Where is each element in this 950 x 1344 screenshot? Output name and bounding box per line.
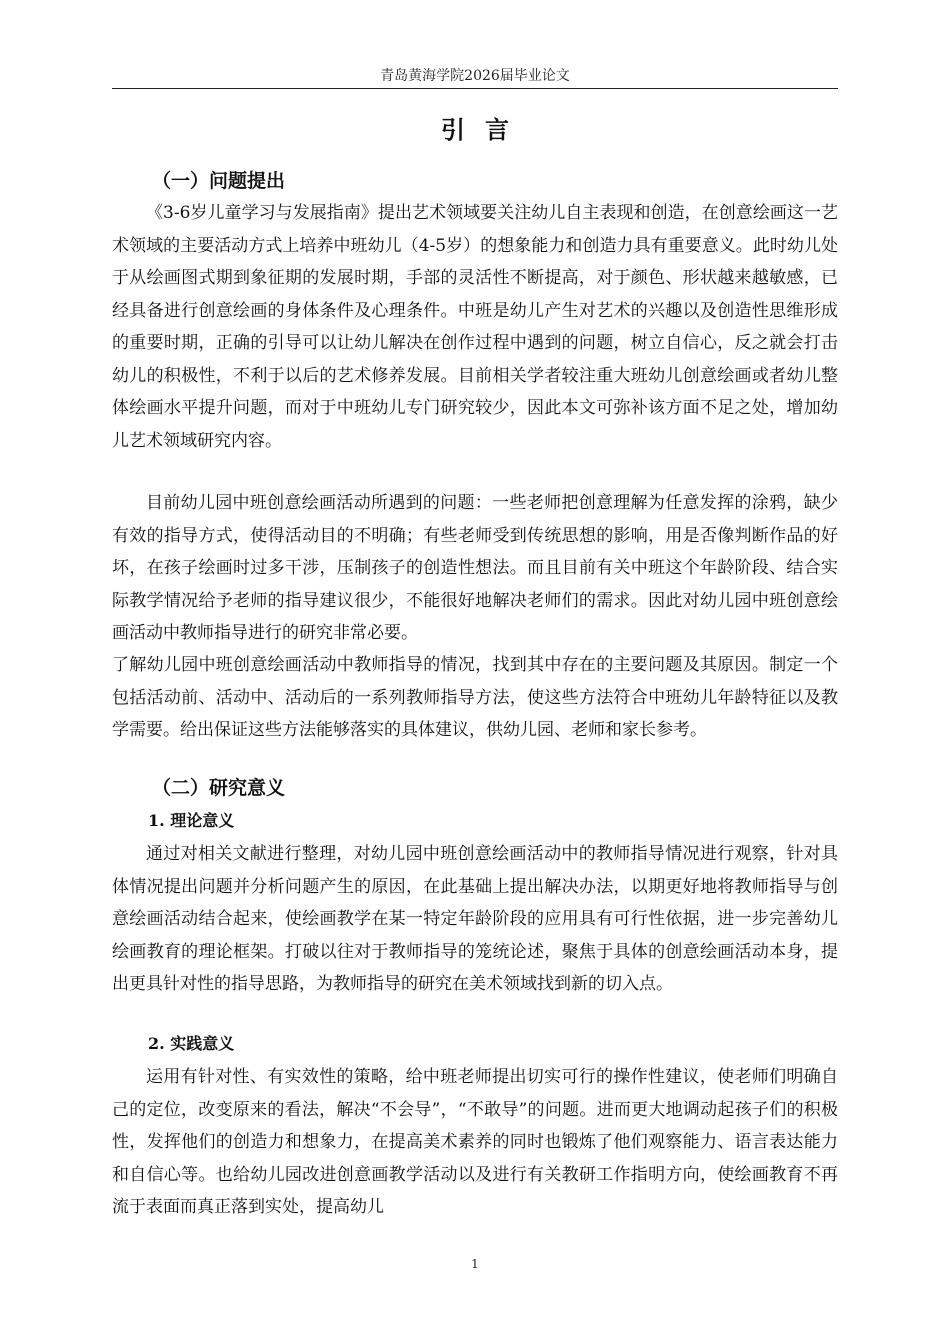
section-heading-problem	[112, 166, 838, 196]
subsection-heading-theory	[112, 808, 838, 834]
paragraph-theory: 通过对相关文献进行整理，对幼儿园中班创意绘画活动中的教师指导情况进行观察，针对具体情况提出问题并分析问题产生的原因，在此基础上提出解决办法，以期更好地将教师指导与创意绘画活动结合起来，使绘画教学在某一特定年龄阶段的应用具有可行性依据，进一步完善幼儿绘画教育的理论框架。打破以往对于教师指导的笼统论述，聚焦于具体的创意绘画活动本身，提出更具针对性的指导思路，为教师指导的研究在美术领域找到新的切入点。	[112, 844, 838, 994]
running-header: 青岛黄海学院2026届毕业论文	[380, 68, 570, 84]
page-number: 1	[471, 1257, 479, 1271]
paragraph-3-container	[112, 649, 838, 747]
section-heading-label: （一）问题提出	[152, 170, 286, 192]
paragraph-practice: 运用有针对性、有实效性的策略，给中班老师提出切实可行的操作性建议，使老师们明确自己的定位，改变原来的看法，解决“不会导”，“不敢导”的问题。进而更大地调动起孩子们的积极性，发挥他们的创造力和想象力，在提高美术素养的同时也锻炼了他们观察能力、语言表达能力和自信心等。也给幼儿园改进创意画教学活动以及进行有关教研工作指明方向，使绘画教育不再流于表面而真正落到实处，提高幼儿	[112, 1067, 838, 1217]
subsection-heading-practice	[112, 1031, 838, 1057]
paragraph-theory-container	[112, 838, 838, 1001]
page-title: 引言	[441, 115, 529, 144]
paragraph-practice-container	[112, 1061, 838, 1224]
paragraph-1-container	[112, 197, 838, 457]
subsection-heading-label: 1. 理论意义	[148, 811, 235, 830]
section-heading-significance	[112, 773, 838, 803]
paragraph-2: 目前幼儿园中班创意绘画活动所遇到的问题：一些老师把创意理解为任意发挥的涂鸦，缺少有效的指导方式，使得活动目的不明确；有些老师受到传统思想的影响，用是否像判断作品的好坏，在孩子绘画时过多干涉，压制孩子的创造性想法。而且目前有关中班这个年龄阶段、结合实际教学情况给予老师的指导建议很少，不能很好地解决老师们的需求。因此对幼儿园中班创意绘画活动中教师指导进行的研究非常必要。	[112, 493, 838, 643]
paragraph-2-container	[112, 487, 838, 650]
section-heading-label: （二）研究意义	[152, 777, 286, 799]
header-rule	[112, 88, 838, 89]
paragraph-3: 了解幼儿园中班创意绘画活动中教师指导的情况，找到其中存在的主要问题及其原因。制定一个包括活动前、活动中、活动后的一系列教师指导方法，使这些方法符合中班幼儿年龄特征以及教学需要。给出保证这些方法能够落实的具体建议，供幼儿园、老师和家长参考。	[112, 655, 838, 740]
subsection-heading-label: 2. 实践意义	[148, 1034, 235, 1053]
paragraph-1: 《3-6岁儿童学习与发展指南》提出艺术领域要关注幼儿自主表现和创造，在创意绘画这一艺术领域的主要活动方式上培养中班幼儿（4-5岁）的想象能力和创造力具有重要意义。此时幼儿处于从绘画图式期到象征期的发展时期，手部的灵活性不断提高，对于颜色、形状越来越敏感，已经具备进行创意绘画的身体条件及心理条件。中班是幼儿产生对艺术的兴趣以及创造性思维形成的重要时期，正确的引导可以让幼儿解决在创作过程中遇到的问题，树立自信心，反之就会打击幼儿的积极性，不利于以后的艺术修养发展。目前相关学者较注重大班幼儿创意绘画或者幼儿整体绘画水平提升问题，而对于中班幼儿专门研究较少，因此本文可弥补该方面不足之处，增加幼儿艺术领域研究内容。	[112, 203, 838, 451]
